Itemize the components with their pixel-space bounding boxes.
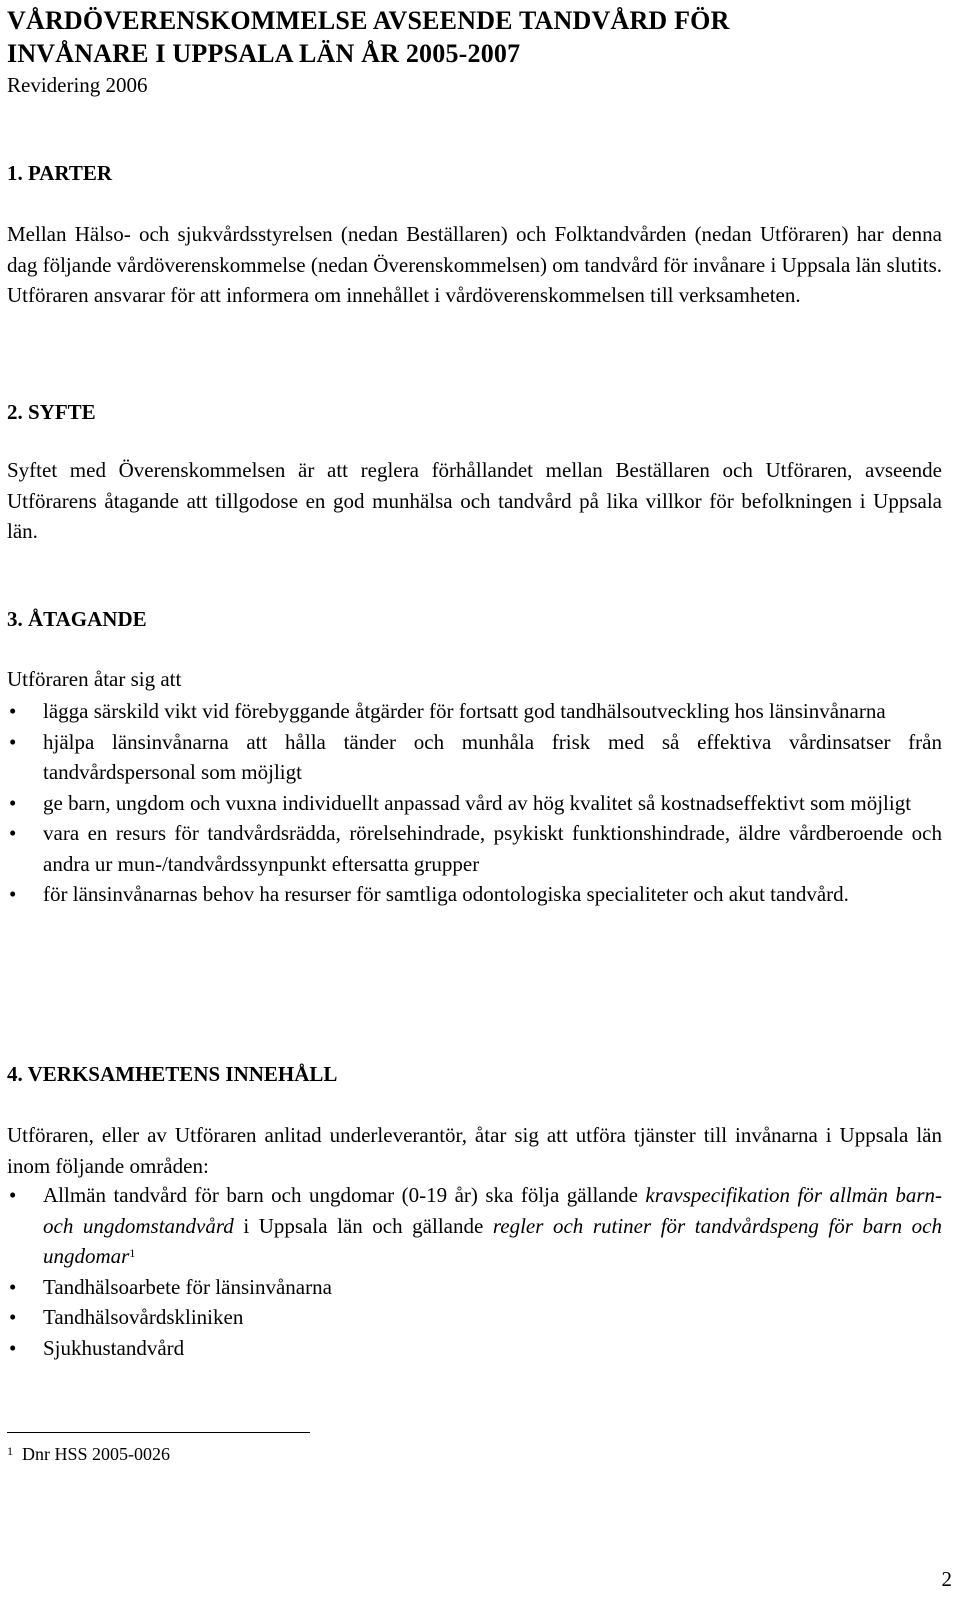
section-intro-verksamhet: Utföraren, eller av Utföraren anlitad underleverantör, åtar sig att utföra tjänster till invånarna i Uppsala län inom följande områden: — [7, 1123, 942, 1178]
bullet-icon: • — [9, 1183, 17, 1207]
verksamhet-list — [7, 1180, 942, 1363]
footnote-divider — [7, 1432, 310, 1433]
bullet-icon: • — [9, 1335, 17, 1360]
bullet-icon: • — [9, 1305, 17, 1329]
bullet-icon: • — [9, 699, 17, 723]
list-item: • Tandhälsoarbete för länsinvånarna — [7, 1272, 942, 1303]
list-item: • Sjukhustandvård — [7, 1333, 942, 1364]
revision-label: Revidering 2006 — [7, 73, 148, 97]
footnote-text: Dnr HSS 2005-0026 — [22, 1444, 171, 1464]
bullet-icon: • — [9, 729, 17, 754]
list-item: • lägga särskild vikt vid förebyggande åtgärder för fortsatt god tandhälsoutveckling hos länsinvånarna — [7, 696, 942, 727]
list-item: • ge barn, ungdom och vuxna individuellt anpassad vård av hög kvalitet så kostnadseffektivt som möjligt — [7, 788, 942, 819]
section-heading-parter: 1. PARTER — [7, 161, 113, 185]
footnote-number: 1 — [7, 1444, 13, 1458]
bullet-icon: • — [9, 790, 17, 815]
title-line-2: INVÅNARE I UPPSALA LÄN ÅR 2005-2007 — [7, 39, 521, 68]
section-body-syfte: Syftet med Överenskommelsen är att reglera förhållandet mellan Beställaren och Utföraren, avseende Utförarens åtagande att tillgodose en god munhälsa och tandvård på lika villkor för befolkningen i Uppsala län. — [7, 458, 942, 543]
title-line-1: VÅRDÖVERENSKOMMELSE AVSEENDE TANDVÅRD FÖR — [7, 6, 730, 35]
document-page — [7, 0, 947, 1360]
section-heading-verksamhet: 4. VERKSAMHETENS INNEHÅLL — [7, 1062, 338, 1086]
section-body-parter: Mellan Hälso- och sjukvårdsstyrelsen (nedan Beställaren) och Folktandvården (nedan Utföraren) har denna dag följande vårdöverenskommelse (nedan Överenskommelsen) om tandvård för invånare i Uppsala län slutits. Utföraren ansvarar för att informera om innehållet i vårdöverenskommelsen till verksamheten. — [7, 222, 942, 307]
bullet-icon: • — [9, 821, 17, 845]
footnote — [7, 1441, 170, 1467]
bullet-icon: • — [9, 882, 17, 906]
bullet-icon: • — [9, 1274, 17, 1299]
document-title — [7, 4, 947, 70]
list-item: • för länsinvånarnas behov ha resurser för samtliga odontologiska specialiteter och akut tandvård. — [7, 879, 942, 910]
list-item: • hjälpa länsinvånarna att hålla tänder och munhåla frisk med så effektiva vårdinsatser från tandvårdspersonal som möjligt — [7, 727, 942, 788]
page-number: 2 — [941, 1567, 952, 1591]
list-item: • vara en resurs för tandvårdsrädda, rörelsehindrade, psykiskt funktionshindrade, äldre vårdberoende och andra ur mun-/tandvårdssynpunkt eftersatta grupper — [7, 818, 942, 879]
section-heading-atagande: 3. ÅTAGANDE — [7, 607, 147, 631]
list-item: • Tandhälsovårdskliniken — [7, 1302, 942, 1333]
footnote-reference[interactable]: 1 — [129, 1246, 136, 1260]
section-heading-syfte: 2. SYFTE — [7, 400, 96, 424]
atagande-list — [7, 696, 942, 910]
section-intro-atagande: Utföraren åtar sig att — [7, 667, 182, 691]
list-item: • Allmän tandvård för barn och ungdomar (0-19 år) ska följa gällande kravspecifikation för allmän barn- och ungdomstandvård i Uppsala län och gällande regler och rutiner för tandvårdspeng för barn och ungdomar$^1$ — [7, 1180, 942, 1272]
